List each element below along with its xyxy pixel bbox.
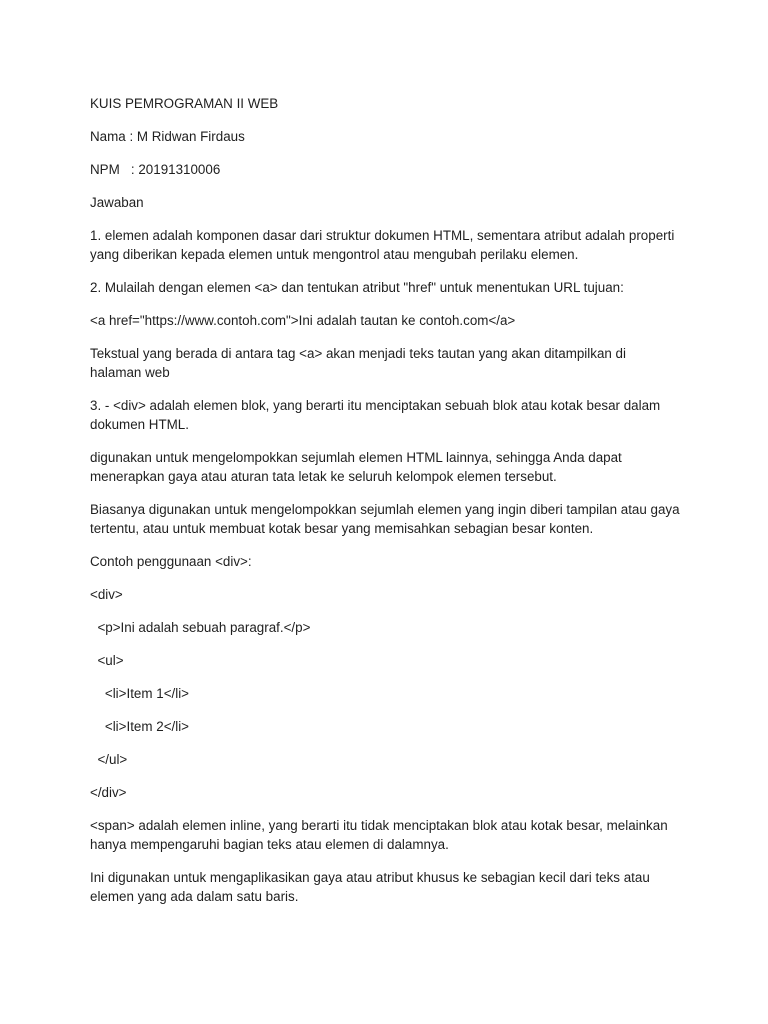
paragraph: 2. Mulailah dengan elemen <a> dan tentukan atribut "href" untuk menentukan URL tujuan: [90, 280, 624, 295]
code-line: <li>Item 1</li> [90, 686, 190, 701]
paragraph: <span> adalah elemen inline, yang berarti itu tidak menciptakan blok atau kotak besar, melainkan hanya mempengaruhi bagian teks atau elemen di dalamnya. [90, 818, 672, 852]
paragraph: Tekstual yang berada di antara tag <a> akan menjadi teks tautan yang akan ditampilkan di halaman web [90, 346, 630, 380]
document-body [90, 94, 684, 920]
paragraph: Ini digunakan untuk mengaplikasikan gaya atau atribut khusus ke sebagian kecil dari teks atau elemen yang ada dalam satu baris. [90, 870, 654, 904]
document-title: KUIS PEMROGRAMAN II WEB [90, 96, 279, 111]
code-line: <ul> [90, 653, 124, 668]
code-line: </div> [90, 785, 127, 800]
paragraph: 3. - <div> adalah elemen blok, yang berarti itu menciptakan sebuah blok atau kotak besar dalam dokumen HTML. [90, 398, 664, 432]
paragraph: digunakan untuk mengelompokkan sejumlah elemen HTML lainnya, sehingga Anda dapat menerapkan gaya atau aturan tata letak ke seluruh kelompok elemen tersebut. [90, 450, 626, 484]
student-name: Nama : M Ridwan Firdaus [90, 129, 245, 144]
paragraph: 1. elemen adalah komponen dasar dari struktur dokumen HTML, sementara atribut adalah properti yang diberikan kepada elemen untuk mengontrol atau mengubah perilaku elemen. [90, 228, 679, 262]
code-example-anchor: <a href="https://www.contoh.com">Ini adalah tautan ke contoh.com</a> [90, 313, 516, 328]
student-npm: NPM : 20191310006 [90, 162, 221, 177]
paragraph: Biasanya digunakan untuk mengelompokkan sejumlah elemen yang ingin diberi tampilan atau gaya tertentu, atau untuk membuat kotak besar yang memisahkan sebagian besar konten. [90, 502, 684, 536]
code-line: <p>Ini adalah sebuah paragraf.</p> [90, 620, 311, 635]
paragraph: Contoh penggunaan <div>: [90, 554, 252, 569]
code-line: <li>Item 2</li> [90, 719, 190, 734]
code-line: <div> [90, 587, 123, 602]
answer-heading: Jawaban [90, 195, 144, 210]
code-line: </ul> [90, 752, 128, 767]
